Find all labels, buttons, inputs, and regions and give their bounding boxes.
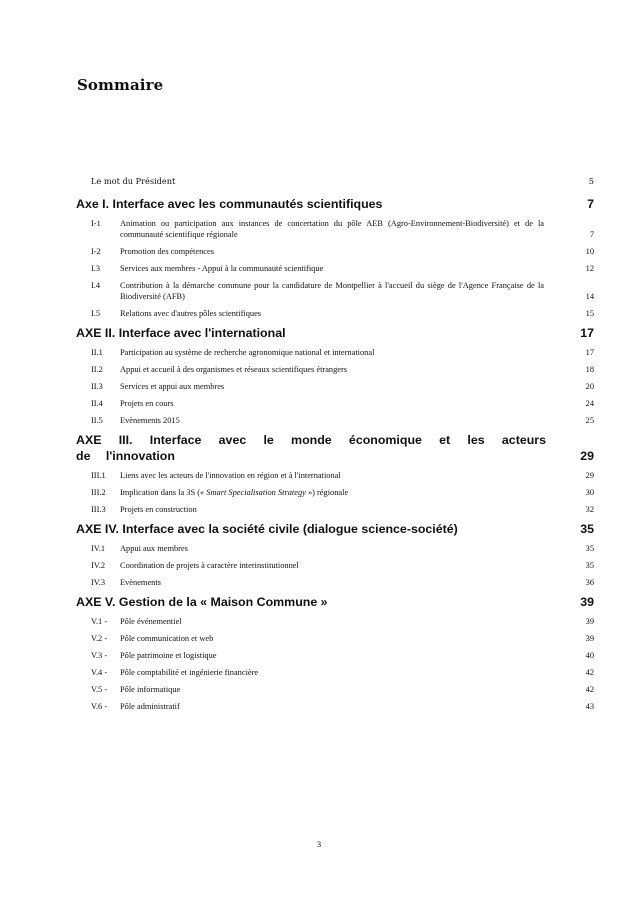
toc-sub-label: Appui aux membres	[120, 544, 188, 553]
toc-sub-entry[interactable]	[76, 616, 594, 627]
toc-axe-heading[interactable]	[76, 325, 594, 341]
toc-sub-label: Pôle comptabilité et ingénierie financière	[120, 668, 259, 677]
toc-sub-label: Projets en cours	[120, 399, 174, 408]
toc-sub-number: III.3	[91, 505, 106, 514]
label-emphasis: Smart Specialisation Strategy	[206, 488, 306, 497]
toc-sub-label: Projets en construction	[120, 505, 197, 514]
toc-sub-number: V.6 -	[91, 702, 108, 711]
toc-sub-page: 7	[589, 230, 594, 239]
toc-sub-page: 42	[585, 668, 594, 677]
toc-axe-page: 29	[580, 449, 594, 463]
toc-sub-entry[interactable]	[76, 218, 594, 240]
toc-sub-page: 25	[585, 416, 594, 425]
toc-sub-number: V.1 -	[91, 617, 108, 626]
toc-sub-label: Pôle communication et web	[120, 634, 214, 643]
toc-sub-label: Relations avec d'autres pôles scientifiques	[120, 309, 262, 318]
toc-sub-entry[interactable]	[76, 667, 594, 678]
toc-sub-page: 18	[585, 365, 594, 374]
toc-axe-heading[interactable]	[76, 196, 594, 212]
toc-sub-entry[interactable]	[76, 280, 594, 302]
toc-sub-page: 24	[585, 399, 594, 408]
toc-sub-entry[interactable]	[76, 650, 594, 661]
toc-sub-entry[interactable]	[76, 543, 594, 554]
toc-sub-label: Pôle administratif	[120, 702, 180, 711]
toc-sub-label: Services aux membres - Appui à la communauté scientifique	[120, 264, 324, 273]
toc-sub-entry[interactable]	[76, 364, 594, 375]
toc-sub-entry[interactable]	[76, 308, 594, 319]
page-number: 3	[316, 839, 322, 849]
toc-sub-number: I-2	[91, 247, 101, 256]
toc-axe-title: AXE IV. Interface avec la société civile (dialogue science-société)	[76, 522, 458, 536]
toc-sub-label: Appui et accueil à des organismes et réseaux scientifiques étrangers	[120, 365, 348, 374]
toc-sub-entry[interactable]	[76, 246, 594, 257]
toc-sub-page: 39	[585, 617, 594, 626]
toc-axe-title: AXE V. Gestion de la « Maison Commune »	[76, 595, 328, 609]
toc-sub-entry[interactable]	[76, 398, 594, 409]
toc-sub-number: IV.1	[91, 544, 106, 553]
toc-sub-entry[interactable]	[76, 560, 594, 571]
toc-sub-page: 14	[585, 292, 594, 301]
toc-sub-entry[interactable]	[76, 263, 594, 274]
toc-sub-page: 42	[585, 685, 594, 694]
toc-axe-page: 17	[580, 326, 594, 340]
toc-axe-title: Axe I. Interface avec les communautés scientifiques	[76, 197, 383, 211]
toc-sub-page: 35	[585, 561, 594, 570]
toc-sub-label: Evènements	[120, 578, 161, 587]
toc-sub-entry[interactable]	[76, 347, 594, 358]
toc-sub-number: IV.2	[91, 561, 106, 570]
toc-sub-label: Contribution à la démarche commune pour la candidature de Montpellier à l'accueil du siège de l'Agence Française de la Biodiversité (AFB)	[120, 281, 544, 301]
label-prefix: Implication dans la 3S («	[120, 488, 207, 497]
toc-sub-entry[interactable]	[76, 415, 594, 426]
toc-sub-number: II.4	[91, 399, 103, 408]
toc-axe-page: 35	[580, 522, 594, 536]
page-title: Sommaire	[77, 76, 164, 94]
toc-sub-number: V.5 -	[91, 685, 108, 694]
toc-sub-entry[interactable]	[76, 577, 594, 588]
toc-sub-label: Services et appui aux membres	[120, 382, 225, 391]
toc-sub-page: 35	[585, 544, 594, 553]
toc-sub-number: II.1	[91, 348, 103, 357]
toc-sub-page: 39	[585, 634, 594, 643]
toc-sub-page: 20	[585, 382, 594, 391]
toc-sub-number: II.3	[91, 382, 103, 391]
toc-sub-page: 30	[585, 488, 594, 497]
toc-sub-number: V.4 -	[91, 668, 108, 677]
table-of-contents	[76, 176, 594, 718]
toc-sub-number: III.1	[91, 471, 106, 480]
toc-sub-label: Pôle patrimoine et logistique	[120, 651, 217, 660]
toc-sub-entry[interactable]	[76, 701, 594, 712]
toc-sub-label: Pôle événementiel	[120, 617, 182, 626]
toc-sub-label: Coordination de projets à caractère interinstitutionnel	[120, 561, 299, 570]
toc-sub-label: Participation au système de recherche agronomique national et international	[120, 348, 375, 357]
toc-sub-entry[interactable]	[76, 470, 594, 481]
toc-sub-number: III.2	[91, 488, 106, 497]
toc-sub-page: 29	[585, 471, 594, 480]
toc-sub-number: V.3 -	[91, 651, 108, 660]
toc-sub-page: 32	[585, 505, 594, 514]
toc-sub-number: II.2	[91, 365, 103, 374]
toc-intro-entry[interactable]	[76, 176, 594, 187]
toc-sub-label: Promotion des compétences	[120, 247, 214, 256]
toc-sub-page: 43	[585, 702, 594, 711]
toc-sub-entry[interactable]	[76, 487, 594, 498]
toc-entry-page: 5	[588, 176, 594, 186]
toc-axe-title: AXE III. Interface avec le monde économique et les acteurs de l'innovation	[76, 433, 546, 463]
toc-axe-heading[interactable]	[76, 521, 594, 537]
toc-sub-entry[interactable]	[76, 684, 594, 695]
toc-sub-label: Liens avec les acteurs de l'innovation en région et à l'international	[120, 471, 341, 480]
toc-entry-label: Le mot du Président	[91, 176, 176, 186]
toc-sub-page: 17	[585, 348, 594, 357]
toc-axe-title: AXE II. Interface avec l'international	[76, 326, 286, 340]
toc-sub-number: I.5	[91, 309, 101, 318]
toc-sub-number: V.2 -	[91, 634, 108, 643]
toc-sub-number: IV.3	[91, 578, 106, 587]
toc-sub-entry[interactable]	[76, 633, 594, 644]
toc-axe-heading[interactable]	[76, 432, 594, 464]
toc-sub-label: Pôle informatique	[120, 685, 181, 694]
toc-sub-page: 36	[585, 578, 594, 587]
toc-sub-entry[interactable]	[76, 381, 594, 392]
toc-axe-page: 7	[587, 197, 594, 211]
toc-sub-label: Evènements 2015	[120, 416, 180, 425]
toc-sub-number: I-1	[91, 219, 101, 228]
toc-sub-number: I.3	[91, 264, 101, 273]
toc-axe-page: 39	[580, 595, 594, 609]
toc-sub-page: 12	[585, 264, 594, 273]
toc-sub-entry[interactable]	[76, 504, 594, 515]
label-suffix: ») régionale	[305, 488, 349, 497]
toc-sub-number: II.5	[91, 416, 103, 425]
toc-sub-number: I.4	[91, 281, 101, 290]
toc-sub-page: 10	[585, 247, 594, 256]
toc-sub-page: 40	[585, 651, 594, 660]
toc-axe-heading[interactable]	[76, 594, 594, 610]
toc-sub-label	[120, 487, 544, 498]
toc-sub-label: Animation ou participation aux instances de concertation du pôle AEB (Agro-Environnement-Biodiversité) et de la communauté scientifique régionale	[120, 219, 544, 239]
toc-sub-page: 15	[585, 309, 594, 318]
